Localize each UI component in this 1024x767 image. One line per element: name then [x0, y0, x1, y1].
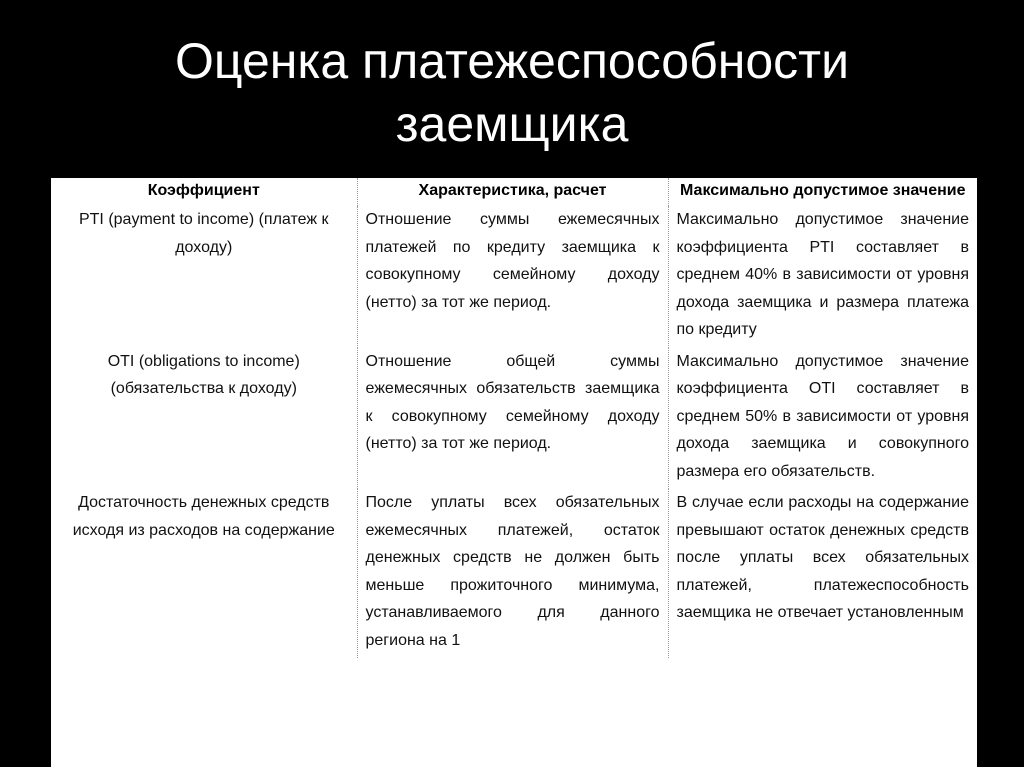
table-row-pti [51, 206, 977, 348]
slide-title-line-2: заемщика [395, 96, 629, 152]
max-value-cell: В случае если расходы на содержание превышают остаток денежных средств после уплаты всех обязательных платежей, платежеспособность заемщика не отвечает установленным [668, 489, 977, 658]
slide-title [0, 30, 1024, 156]
coefficient-cell: PTI (payment to income) (платеж к доходу) [78, 211, 329, 256]
slide-title-line-1: Оценка платежеспособности [175, 33, 849, 89]
description-cell: Отношение общей суммы ежемесячных обязательств заемщика к совокупному семейному доходу (нетто) за тот же период. [357, 348, 668, 490]
description-cell: После уплаты всех обязательных ежемесячных платежей, остаток денежных средств не должен быть меньше прожиточного минимума, устанавливаемого для данного региона на 1 [357, 489, 668, 658]
column-header-description: Характеристика, расчет [357, 178, 668, 206]
coefficient-cell: OTI (obligations to income) (обязательства к доходу) [107, 352, 300, 397]
table-row-oti [51, 348, 977, 490]
table-header-row [51, 178, 977, 206]
column-header-max-value: Максимально допустимое значение [668, 178, 977, 206]
column-header-coefficient: Коэффициент [147, 182, 260, 199]
max-value-cell: Максимально допустимое значение коэффициента OTI составляет в среднем 50% в зависимости от уровня дохода заемщика и совокупного размера его обязательств. [668, 348, 977, 490]
max-value-cell: Максимально допустимое значение коэффициента PTI составляет в среднем 40% в зависимости от уровня дохода заемщика и размера платежа по кредиту [668, 206, 977, 348]
table-row-sufficiency [51, 489, 977, 658]
description-cell: Отношение суммы ежемесячных платежей по кредиту заемщика к совокупному семейному доходу (нетто) за тот же период. [357, 206, 668, 348]
coefficients-table [51, 178, 977, 658]
coefficients-table-container [51, 178, 977, 767]
coefficient-cell: Достаточность денежных средств исходя из расходов на содержание [72, 494, 335, 539]
